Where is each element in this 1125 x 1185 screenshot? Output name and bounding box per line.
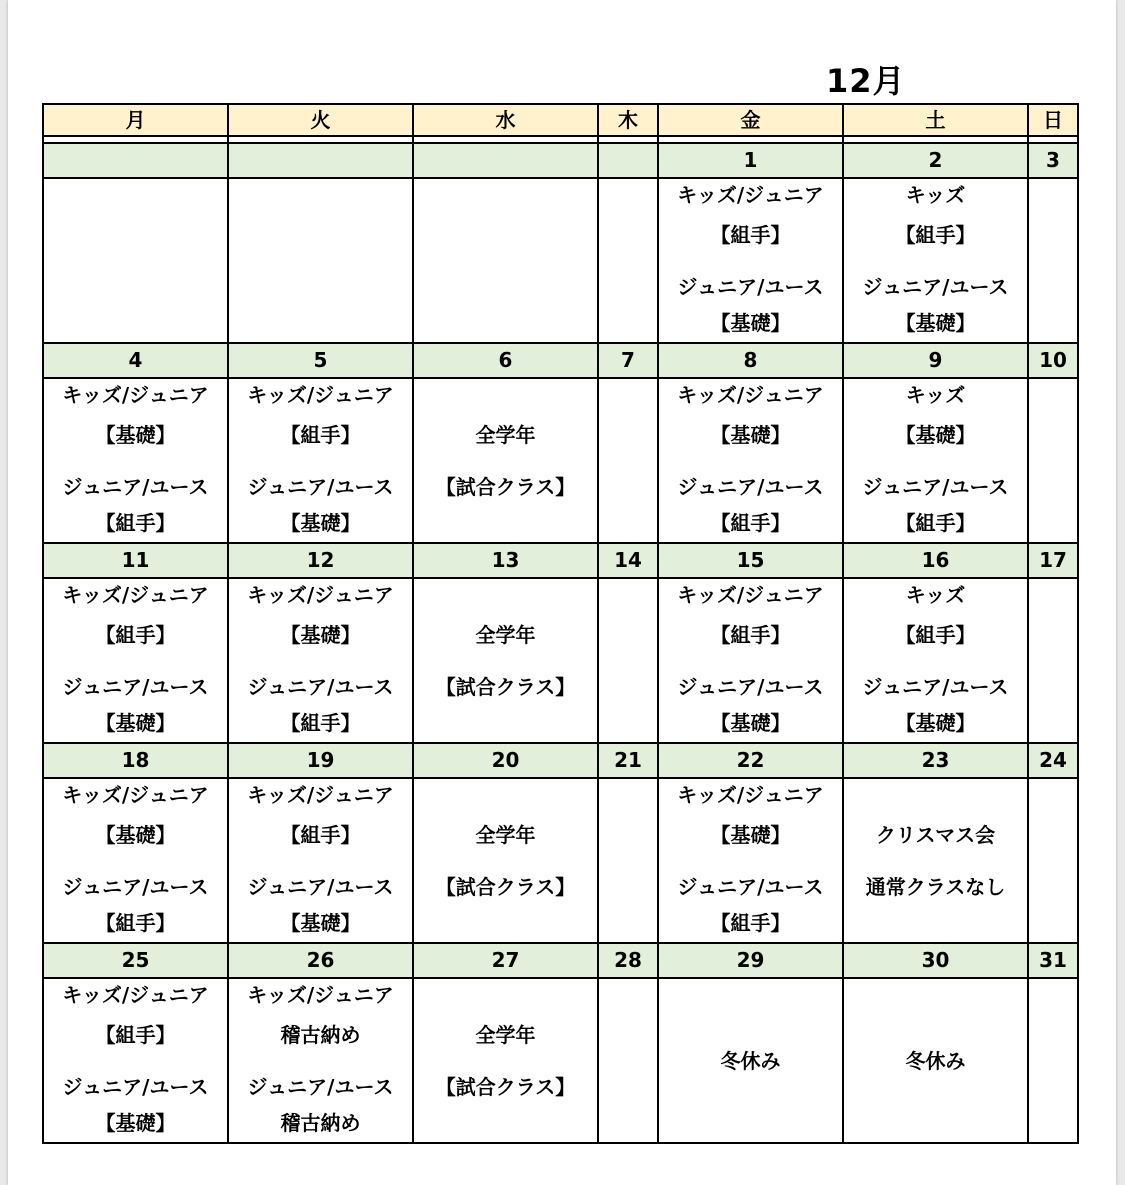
- date-cell: 31: [1028, 943, 1078, 978]
- schedule-line: キッズ/ジュニア: [677, 383, 824, 407]
- schedule-cell: [413, 978, 598, 1143]
- schedule-line: キッズ/ジュニア: [247, 983, 394, 1007]
- schedule-line: 【組手】: [895, 623, 976, 647]
- schedule-cell: [1028, 378, 1078, 543]
- date-cell: 4: [43, 343, 228, 378]
- schedule-cell-content: [659, 979, 842, 1142]
- schedule-line: ジュニア/ユース: [62, 675, 209, 699]
- schedule-cell-content: [659, 379, 842, 542]
- schedule-cell-content: [659, 179, 842, 342]
- calendar-page: [8, 0, 1116, 1185]
- date-cell: 27: [413, 943, 598, 978]
- schedule-cell-content: [414, 179, 597, 342]
- date-cell: 22: [658, 743, 843, 778]
- schedule-line: 冬休み: [905, 1049, 966, 1073]
- schedule-line: ジュニア/ユース: [677, 675, 824, 699]
- schedule-cell-content: [659, 579, 842, 742]
- date-cell: 29: [658, 943, 843, 978]
- schedule-cell: [413, 378, 598, 543]
- schedule-cell: [658, 378, 843, 543]
- schedule-line: キッズ/ジュニア: [62, 783, 209, 807]
- schedule-cell-content: [599, 379, 657, 542]
- spacer-cell: [658, 136, 843, 143]
- schedule-cell: [43, 978, 228, 1143]
- schedule-line: キッズ: [905, 583, 966, 607]
- schedule-line: 【基礎】: [710, 311, 791, 335]
- schedule-cell-content: [229, 379, 412, 542]
- schedule-line: ジュニア/ユース: [677, 275, 824, 299]
- schedule-line: 【試合クラス】: [435, 1075, 576, 1099]
- schedule-line: 【組手】: [710, 623, 791, 647]
- schedule-cell-content: [844, 379, 1027, 542]
- schedule-line: 【組手】: [95, 1023, 176, 1047]
- schedule-cell: [843, 778, 1028, 943]
- schedule-cell: [43, 578, 228, 743]
- date-row: [43, 343, 1078, 378]
- schedule-line: 稽古納め: [280, 1111, 361, 1135]
- schedule-cell: [658, 578, 843, 743]
- spacer-cell: [413, 136, 598, 143]
- schedule-line: キッズ/ジュニア: [677, 783, 824, 807]
- schedule-cell-content: [844, 579, 1027, 742]
- date-cell: 24: [1028, 743, 1078, 778]
- schedule-line: 【基礎】: [280, 623, 361, 647]
- schedule-cell: [413, 178, 598, 343]
- schedule-line: 【組手】: [95, 623, 176, 647]
- weekday-header-fri: 金: [658, 104, 843, 136]
- schedule-cell: [228, 378, 413, 543]
- schedule-line: 【基礎】: [710, 423, 791, 447]
- schedule-cell-content: [599, 979, 657, 1142]
- weekday-header-row: [43, 104, 1078, 136]
- schedule-cell: [598, 778, 658, 943]
- date-cell: 2: [843, 143, 1028, 178]
- date-row: [43, 943, 1078, 978]
- schedule-cell: [228, 778, 413, 943]
- schedule-line: 通常クラスなし: [865, 875, 1006, 899]
- schedule-line: ジュニア/ユース: [247, 875, 394, 899]
- schedule-line: ジュニア/ユース: [247, 475, 394, 499]
- date-cell: [43, 143, 228, 178]
- schedule-cell: [843, 378, 1028, 543]
- date-cell: 9: [843, 343, 1028, 378]
- schedule-line: 【組手】: [895, 223, 976, 247]
- schedule-line: 【基礎】: [95, 711, 176, 735]
- schedule-cell-content: [844, 979, 1027, 1142]
- schedule-cell-content: [414, 579, 597, 742]
- schedule-line: 【組手】: [280, 423, 361, 447]
- schedule-cell-content: [599, 579, 657, 742]
- schedule-line: 【組手】: [95, 511, 176, 535]
- schedule-line: 【試合クラス】: [435, 875, 576, 899]
- date-cell: 28: [598, 943, 658, 978]
- schedule-line: 【組手】: [95, 911, 176, 935]
- schedule-cell-content: [44, 379, 227, 542]
- schedule-line: 【組手】: [895, 511, 976, 535]
- schedule-line: 【基礎】: [895, 711, 976, 735]
- schedule-line: キッズ/ジュニア: [247, 583, 394, 607]
- schedule-line: 冬休み: [720, 1049, 781, 1073]
- schedule-cell: [228, 978, 413, 1143]
- schedule-cell-content: [44, 579, 227, 742]
- schedule-cell: [43, 178, 228, 343]
- schedule-line: ジュニア/ユース: [862, 675, 1009, 699]
- schedule-cell-content: [229, 979, 412, 1142]
- spacer-cell: [598, 136, 658, 143]
- schedule-row: [43, 178, 1078, 343]
- schedule-cell-content: [1029, 579, 1077, 742]
- schedule-line: ジュニア/ユース: [677, 875, 824, 899]
- date-cell: 14: [598, 543, 658, 578]
- schedule-cell: [598, 978, 658, 1143]
- date-cell: 17: [1028, 543, 1078, 578]
- date-cell: 12: [228, 543, 413, 578]
- weekday-header-sun: 日: [1028, 104, 1078, 136]
- schedule-line: 全学年: [475, 423, 536, 447]
- schedule-line: 全学年: [475, 623, 536, 647]
- date-row: [43, 543, 1078, 578]
- schedule-line: ジュニア/ユース: [62, 475, 209, 499]
- schedule-cell: [413, 778, 598, 943]
- schedule-cell-content: [229, 579, 412, 742]
- schedule-line: 【組手】: [280, 823, 361, 847]
- weekday-header-thu: 木: [598, 104, 658, 136]
- schedule-cell: [658, 178, 843, 343]
- date-cell: 18: [43, 743, 228, 778]
- schedule-line: 【組手】: [710, 511, 791, 535]
- schedule-cell: [1028, 578, 1078, 743]
- schedule-cell: [598, 578, 658, 743]
- schedule-cell: [843, 978, 1028, 1143]
- schedule-cell-content: [599, 179, 657, 342]
- date-row: [43, 743, 1078, 778]
- schedule-cell-content: [1029, 779, 1077, 942]
- date-cell: 26: [228, 943, 413, 978]
- date-cell: [413, 143, 598, 178]
- schedule-line: ジュニア/ユース: [62, 1075, 209, 1099]
- schedule-cell: [843, 578, 1028, 743]
- schedule-line: 全学年: [475, 823, 536, 847]
- spacer-cell: [1028, 136, 1078, 143]
- schedule-line: 【組手】: [710, 911, 791, 935]
- schedule-line: キッズ/ジュニア: [247, 783, 394, 807]
- schedule-line: キッズ/ジュニア: [247, 383, 394, 407]
- schedule-cell: [43, 378, 228, 543]
- schedule-line: キッズ/ジュニア: [62, 983, 209, 1007]
- schedule-line: ジュニア/ユース: [862, 475, 1009, 499]
- month-title: 12月: [826, 62, 906, 100]
- schedule-cell-content: [229, 779, 412, 942]
- schedule-cell-content: [414, 379, 597, 542]
- schedule-cell: [228, 578, 413, 743]
- header-spacer-row: [43, 136, 1078, 143]
- schedule-line: 【基礎】: [280, 511, 361, 535]
- schedule-line: キッズ: [905, 183, 966, 207]
- schedule-cell-content: [414, 779, 597, 942]
- date-cell: 3: [1028, 143, 1078, 178]
- schedule-cell-content: [659, 779, 842, 942]
- spacer-cell: [43, 136, 228, 143]
- date-cell: 16: [843, 543, 1028, 578]
- date-cell: 5: [228, 343, 413, 378]
- calendar-table: [42, 103, 1079, 1144]
- schedule-cell-content: [1029, 179, 1077, 342]
- date-cell: 30: [843, 943, 1028, 978]
- schedule-row: [43, 978, 1078, 1143]
- schedule-cell-content: [599, 779, 657, 942]
- schedule-line: ジュニア/ユース: [677, 475, 824, 499]
- schedule-cell: [598, 178, 658, 343]
- weekday-header-sat: 土: [843, 104, 1028, 136]
- date-cell: 7: [598, 343, 658, 378]
- schedule-line: キッズ/ジュニア: [62, 583, 209, 607]
- schedule-cell: [1028, 178, 1078, 343]
- schedule-cell: [413, 578, 598, 743]
- date-cell: 11: [43, 543, 228, 578]
- schedule-line: 【基礎】: [895, 311, 976, 335]
- spacer-cell: [843, 136, 1028, 143]
- schedule-cell: [43, 778, 228, 943]
- schedule-cell-content: [1029, 379, 1077, 542]
- schedule-line: クリスマス会: [875, 823, 996, 847]
- schedule-line: 全学年: [475, 1023, 536, 1047]
- date-cell: 20: [413, 743, 598, 778]
- schedule-line: 【基礎】: [95, 823, 176, 847]
- schedule-line: 【基礎】: [710, 711, 791, 735]
- date-cell: [598, 143, 658, 178]
- schedule-cell-content: [44, 179, 227, 342]
- date-cell: 1: [658, 143, 843, 178]
- schedule-line: キッズ/ジュニア: [62, 383, 209, 407]
- schedule-line: 【基礎】: [95, 423, 176, 447]
- schedule-line: 【組手】: [710, 223, 791, 247]
- schedule-line: 【試合クラス】: [435, 475, 576, 499]
- schedule-line: キッズ/ジュニア: [677, 183, 824, 207]
- spacer-cell: [228, 136, 413, 143]
- date-cell: 8: [658, 343, 843, 378]
- date-cell: 15: [658, 543, 843, 578]
- schedule-line: ジュニア/ユース: [862, 275, 1009, 299]
- date-cell: 6: [413, 343, 598, 378]
- schedule-line: ジュニア/ユース: [247, 675, 394, 699]
- schedule-cell: [1028, 778, 1078, 943]
- schedule-cell-content: [1029, 979, 1077, 1142]
- schedule-line: 【基礎】: [710, 823, 791, 847]
- schedule-line: 【基礎】: [895, 423, 976, 447]
- schedule-line: キッズ/ジュニア: [677, 583, 824, 607]
- schedule-line: 【試合クラス】: [435, 675, 576, 699]
- weekday-header-tue: 火: [228, 104, 413, 136]
- schedule-line: 稽古納め: [280, 1023, 361, 1047]
- schedule-row: [43, 378, 1078, 543]
- date-row: [43, 143, 1078, 178]
- date-cell: [228, 143, 413, 178]
- schedule-cell-content: [414, 979, 597, 1142]
- schedule-cell-content: [844, 179, 1027, 342]
- schedule-line: 【組手】: [280, 711, 361, 735]
- schedule-cell: [658, 778, 843, 943]
- schedule-cell: [658, 978, 843, 1143]
- schedule-cell-content: [44, 779, 227, 942]
- schedule-row: [43, 578, 1078, 743]
- date-cell: 21: [598, 743, 658, 778]
- schedule-cell-content: [229, 179, 412, 342]
- date-cell: 25: [43, 943, 228, 978]
- schedule-line: ジュニア/ユース: [247, 1075, 394, 1099]
- schedule-line: 【基礎】: [280, 911, 361, 935]
- schedule-line: キッズ: [905, 383, 966, 407]
- schedule-cell: [1028, 978, 1078, 1143]
- date-cell: 23: [843, 743, 1028, 778]
- schedule-cell-content: [44, 979, 227, 1142]
- schedule-line: ジュニア/ユース: [62, 875, 209, 899]
- schedule-row: [43, 778, 1078, 943]
- date-cell: 13: [413, 543, 598, 578]
- schedule-cell-content: [844, 779, 1027, 942]
- weekday-header-mon: 月: [43, 104, 228, 136]
- schedule-cell: [843, 178, 1028, 343]
- schedule-line: 【基礎】: [95, 1111, 176, 1135]
- date-cell: 10: [1028, 343, 1078, 378]
- date-cell: 19: [228, 743, 413, 778]
- weekday-header-wed: 水: [413, 104, 598, 136]
- schedule-cell: [598, 378, 658, 543]
- schedule-cell: [228, 178, 413, 343]
